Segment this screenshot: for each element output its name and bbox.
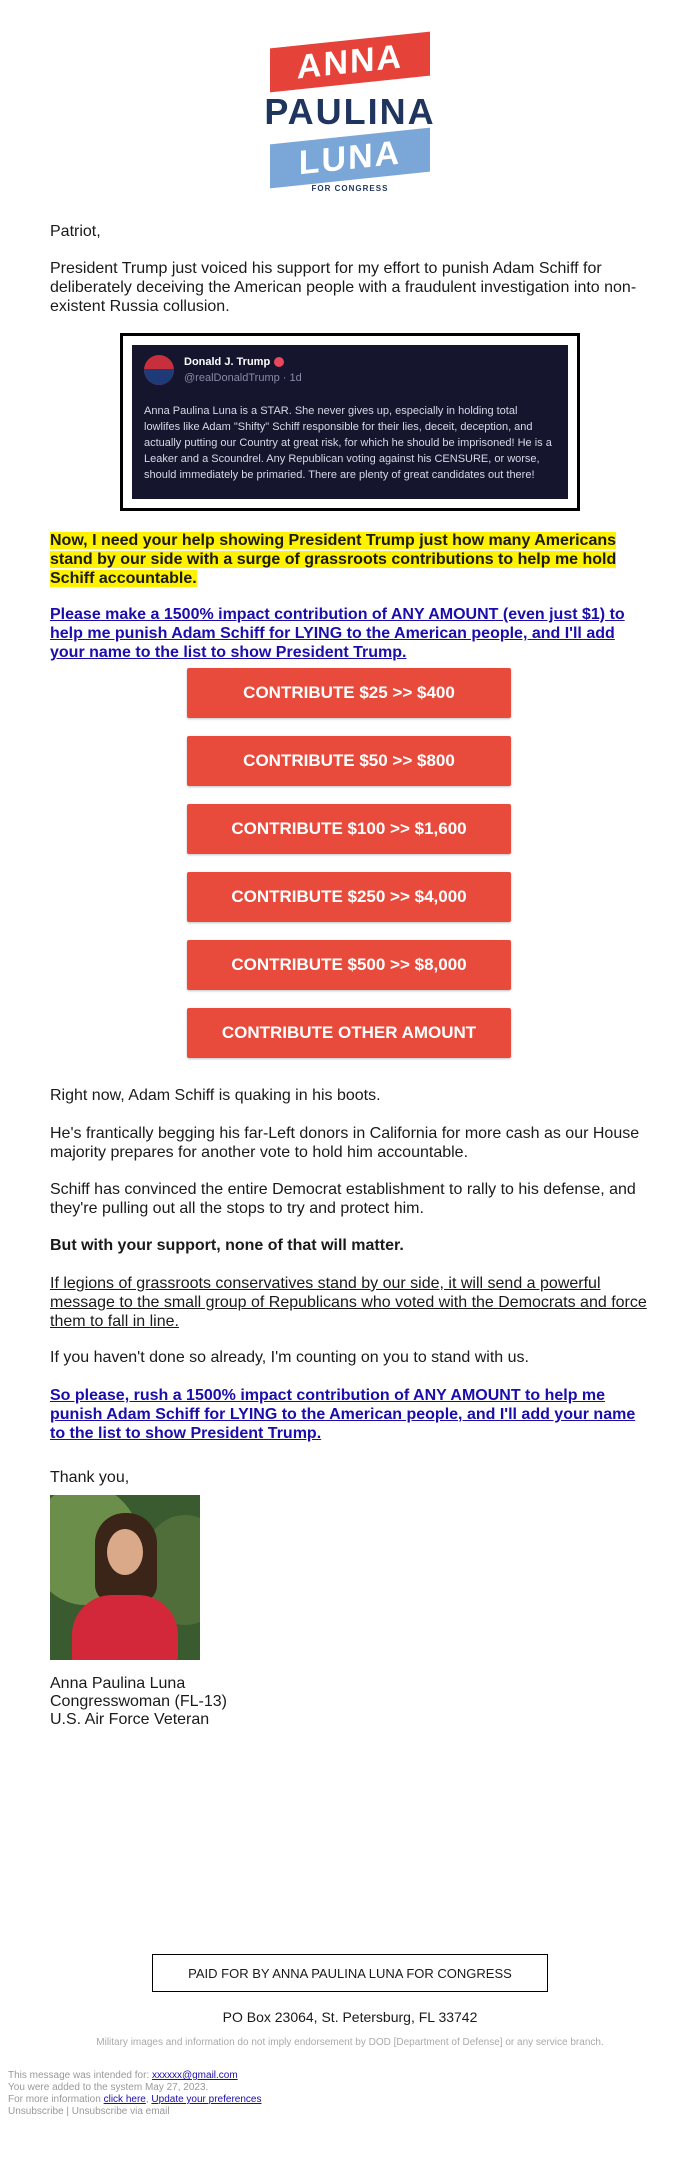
greeting: Patriot, — [50, 223, 101, 240]
contribute-100-button[interactable]: CONTRIBUTE $100 >> $1,600 — [187, 804, 511, 854]
contribute-other-button[interactable]: CONTRIBUTE OTHER AMOUNT — [187, 1008, 511, 1058]
signature-title: Congresswoman (FL-13) — [50, 1693, 227, 1710]
logo-tagline: FOR CONGRESS — [311, 184, 389, 193]
logo-line-paulina: PAULINA — [264, 91, 436, 132]
logo-line-anna: ANNA — [270, 32, 430, 93]
tweet-avatar — [144, 355, 174, 385]
body-paragraph-4: But with your support, none of that will matter. — [50, 1237, 404, 1254]
candidate-photo — [50, 1495, 200, 1660]
mailing-address: PO Box 23064, St. Petersburg, FL 33742 — [222, 2009, 478, 2025]
donate-link-secondary[interactable]: So please, rush a 1500% impact contribution of ANY AMOUNT to help me punish Adam Schiff for LYING to the American people, and I'll add your name to the list to show President Trump. — [50, 1387, 636, 1442]
body-paragraph-5: If legions of grassroots conservatives stand by our side, it will send a powerful message to the small group of Republicans who voted with the Democrats and force them to fall in line. — [50, 1275, 647, 1330]
highlight-paragraph — [50, 531, 650, 588]
tweet-embed — [120, 333, 580, 511]
highlight-text: Now, I need your help showing President Trump just how many Americans stand by our side with a surge of grassroots contributions to help me hold Schiff accountable. — [50, 532, 617, 587]
intro-paragraph: President Trump just voiced his support for my effort to punish Adam Schiff for deliberately deceiving the American people with a fraudulent investigation into non-existent Russia collusion. — [50, 260, 637, 315]
body-paragraph-6: If you haven't done so already, I'm counting on you to stand with us. — [50, 1349, 529, 1366]
signature-veteran: U.S. Air Force Veteran — [50, 1711, 210, 1728]
tweet-card — [132, 345, 568, 499]
signoff: Thank you, — [50, 1469, 130, 1486]
contribute-500-button[interactable]: CONTRIBUTE $500 >> $8,000 — [187, 940, 511, 990]
verified-badge-icon — [274, 357, 284, 367]
footer-more-info: For more information click here, Update your preferences — [8, 2094, 262, 2105]
logo-line-luna: LUNA — [270, 128, 430, 189]
tweet-author-name: Donald J. Trump — [184, 356, 271, 368]
footer-click-here-link[interactable]: click here — [103, 2094, 146, 2105]
campaign-logo — [264, 36, 436, 195]
footer-added: You were added to the system May 27, 2023. — [8, 2082, 209, 2093]
paid-for-box: PAID FOR BY ANNA PAULINA LUNA FOR CONGRESS — [152, 1954, 548, 1992]
body-paragraph-1: Right now, Adam Schiff is quaking in his boots. — [50, 1087, 381, 1104]
tweet-handle: @realDonaldTrump · 1d — [184, 372, 302, 384]
footer-intended: This message was intended for: xxxxxx@gmail.com — [8, 2070, 238, 2081]
donate-link-primary[interactable]: Please make a 1500% impact contribution of ANY AMOUNT (even just $1) to help me punish Adam Schiff for LYING to the American people, and I'll add your name to the list to show President Trump. — [50, 606, 625, 661]
body-paragraph-3: Schiff has convinced the entire Democrat establishment to rally to his defense, and they're pulling out all the stops to try and protect him. — [50, 1181, 636, 1217]
contribute-250-button[interactable]: CONTRIBUTE $250 >> $4,000 — [187, 872, 511, 922]
contribute-25-button[interactable]: CONTRIBUTE $25 >> $400 — [187, 668, 511, 718]
contribute-50-button[interactable]: CONTRIBUTE $50 >> $800 — [187, 736, 511, 786]
body-paragraph-2: He's frantically begging his far-Left donors in California for more cash as our House majority prepares for another vote to hold him accountable. — [50, 1125, 640, 1161]
tweet-body: Anna Paulina Luna is a STAR. She never gives up, especially in holding total lowlifes like Adam "Shifty" Schiff responsible for their lies, deceit, deception, and actually putting our Country at great risk, for which he should be imprisoned! He is a Leaker and a Scoundrel. Any Republican voting against his CENSURE, or worse, should immediately be primaried. There are plenty of great candidates out there! — [144, 405, 552, 481]
signature-name: Anna Paulina Luna — [50, 1675, 186, 1692]
footer-update-preferences-link[interactable]: Update your preferences — [151, 2094, 262, 2105]
footer-email-link[interactable]: xxxxxx@gmail.com — [151, 2070, 238, 2081]
dod-disclaimer: Military images and information do not imply endorsement by DOD [Department of Defense] or any service branch. — [96, 2037, 604, 2048]
footer-unsubscribe[interactable]: Unsubscribe | Unsubscribe via email — [8, 2106, 170, 2117]
